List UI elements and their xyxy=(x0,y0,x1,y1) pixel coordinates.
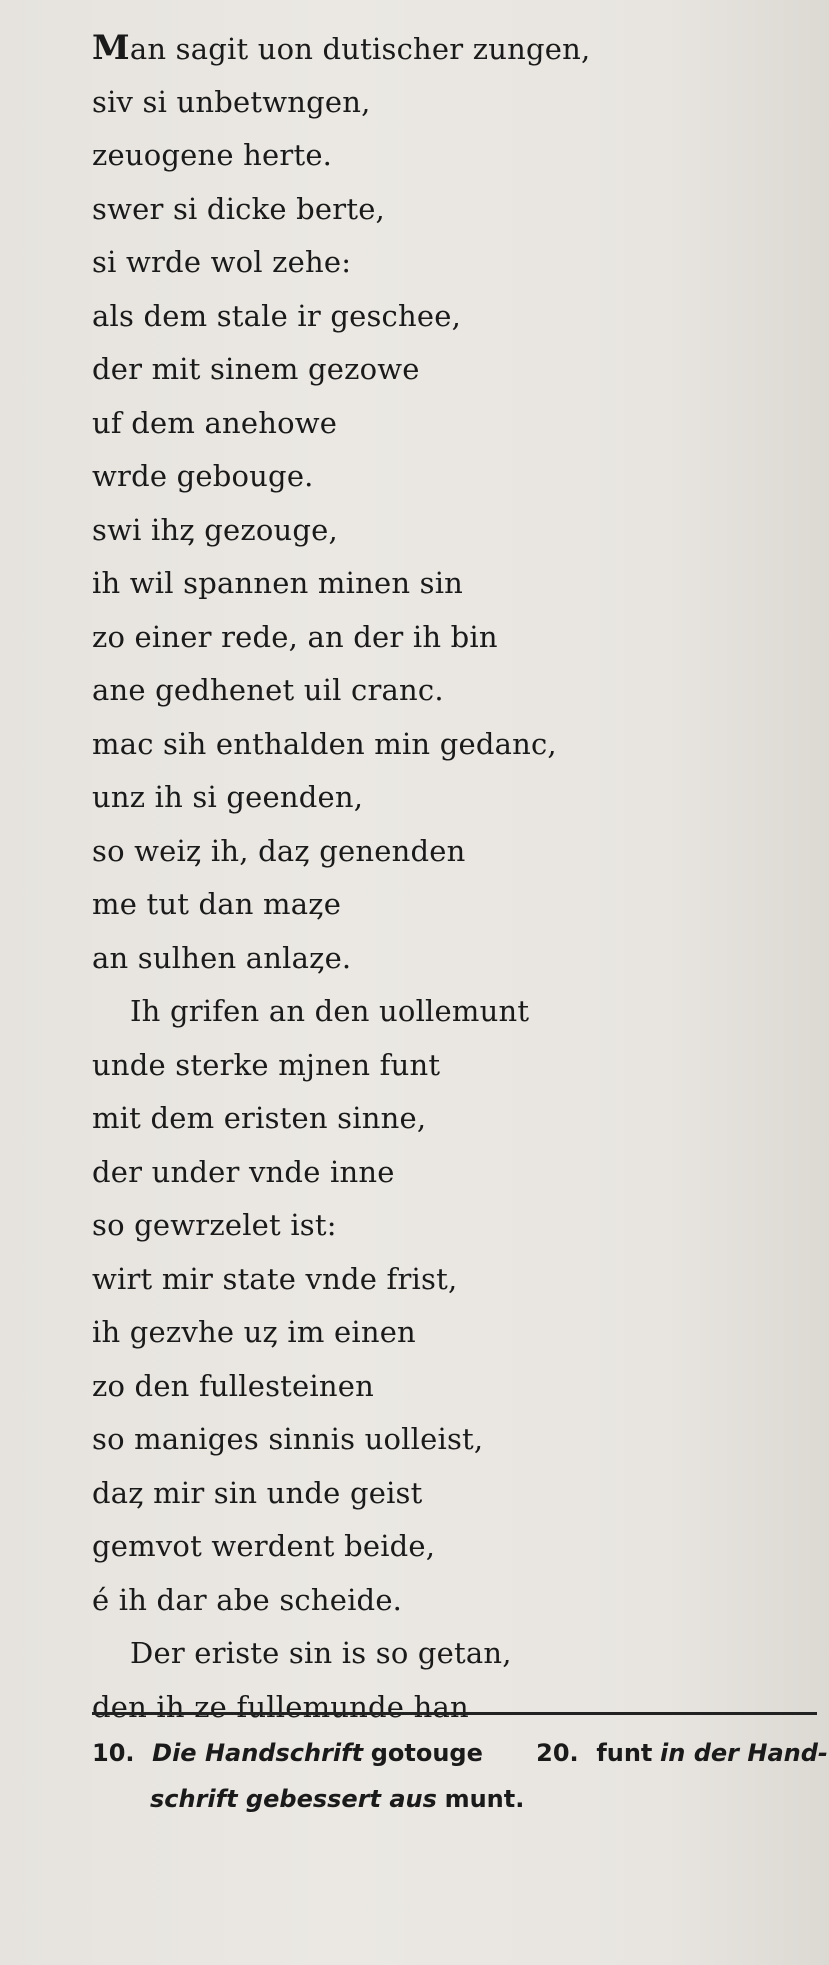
footnote-divider xyxy=(92,1712,817,1715)
poem-line: daȥ mir sin unde geist xyxy=(92,1475,423,1510)
poem-line: siv si unbetwngen, xyxy=(92,84,371,119)
poem-line-rest: an sagit uon dutischer zungen, xyxy=(129,32,591,66)
poem-line: é ih dar abe scheide. xyxy=(92,1582,403,1617)
poem-line: an sulhen anlaȥe. xyxy=(92,940,352,975)
footnote-10-italic: Die Handschrift xyxy=(152,1739,364,1767)
footnote-20-reading: funt xyxy=(596,1739,653,1767)
poem-line: so maniges sinnis uolleist, xyxy=(92,1422,484,1456)
poem-line: der mit sinem gezowe xyxy=(92,352,420,386)
poem-line: Der eriste sin is so getan, xyxy=(130,1636,512,1670)
poem-line xyxy=(92,22,812,76)
poem-line: ane gedhenet uil cranc. xyxy=(92,673,444,707)
poem-line: gemvot werdent beide, xyxy=(92,1529,436,1563)
footnote-10-number: 10. xyxy=(92,1739,135,1767)
footnote-row-1 xyxy=(92,1730,828,1776)
poem-line: zeuogene herte. xyxy=(92,138,333,172)
poem-text xyxy=(92,22,812,1734)
footnote-row-2 xyxy=(92,1776,822,1822)
poem-line: swer si dicke berte, xyxy=(92,191,385,226)
footnote-20-italic-cont: schrift gebessert aus xyxy=(150,1785,437,1813)
footnotes xyxy=(92,1730,828,1822)
poem-line: wirt mir state vnde frist, xyxy=(92,1261,458,1296)
poem-line: zo den fullesteinen xyxy=(92,1368,374,1403)
poem-line: wrde gebouge. xyxy=(92,459,314,493)
footnote-20-number: 20. xyxy=(536,1739,579,1767)
poem-line: swi ihȥ gezouge, xyxy=(92,512,338,547)
poem-line: den ih ze fullemunde han xyxy=(92,1689,469,1724)
poem-line: so gewrzelet ist: xyxy=(92,1208,337,1242)
poem-line: mit dem eristen sinne, xyxy=(92,1101,427,1135)
footnote-10-reading: gotouge xyxy=(370,1739,483,1767)
poem-line: mac sih enthalden min gedanc, xyxy=(92,726,557,761)
poem-line: der under vnde inne xyxy=(92,1154,395,1189)
poem-line: unde sterke mjnen funt xyxy=(92,1047,441,1082)
poem-line: si wrde wol zehe: xyxy=(92,245,352,279)
poem-line: unz ih si geenden, xyxy=(92,780,364,814)
poem-line: als dem stale ir geschee, xyxy=(92,298,462,333)
poem-line: so weiȥ ih, daȥ genenden xyxy=(92,833,466,868)
poem-line: uf dem anehowe xyxy=(92,405,338,440)
poem-initial: M xyxy=(92,28,130,68)
poem-line: ih gezvhe uȥ im einen xyxy=(92,1315,416,1349)
poem-line: ih wil spannen minen sin xyxy=(92,566,464,600)
footnote-20-italic: in der Hand- xyxy=(660,1739,828,1767)
poem-line: zo einer rede, an der ih bin xyxy=(92,619,498,654)
footnote-20-source: munt. xyxy=(444,1785,525,1813)
poem-line: me tut dan maȥe xyxy=(92,887,342,921)
poem-line: Ih grifen an den uollemunt xyxy=(130,994,530,1028)
